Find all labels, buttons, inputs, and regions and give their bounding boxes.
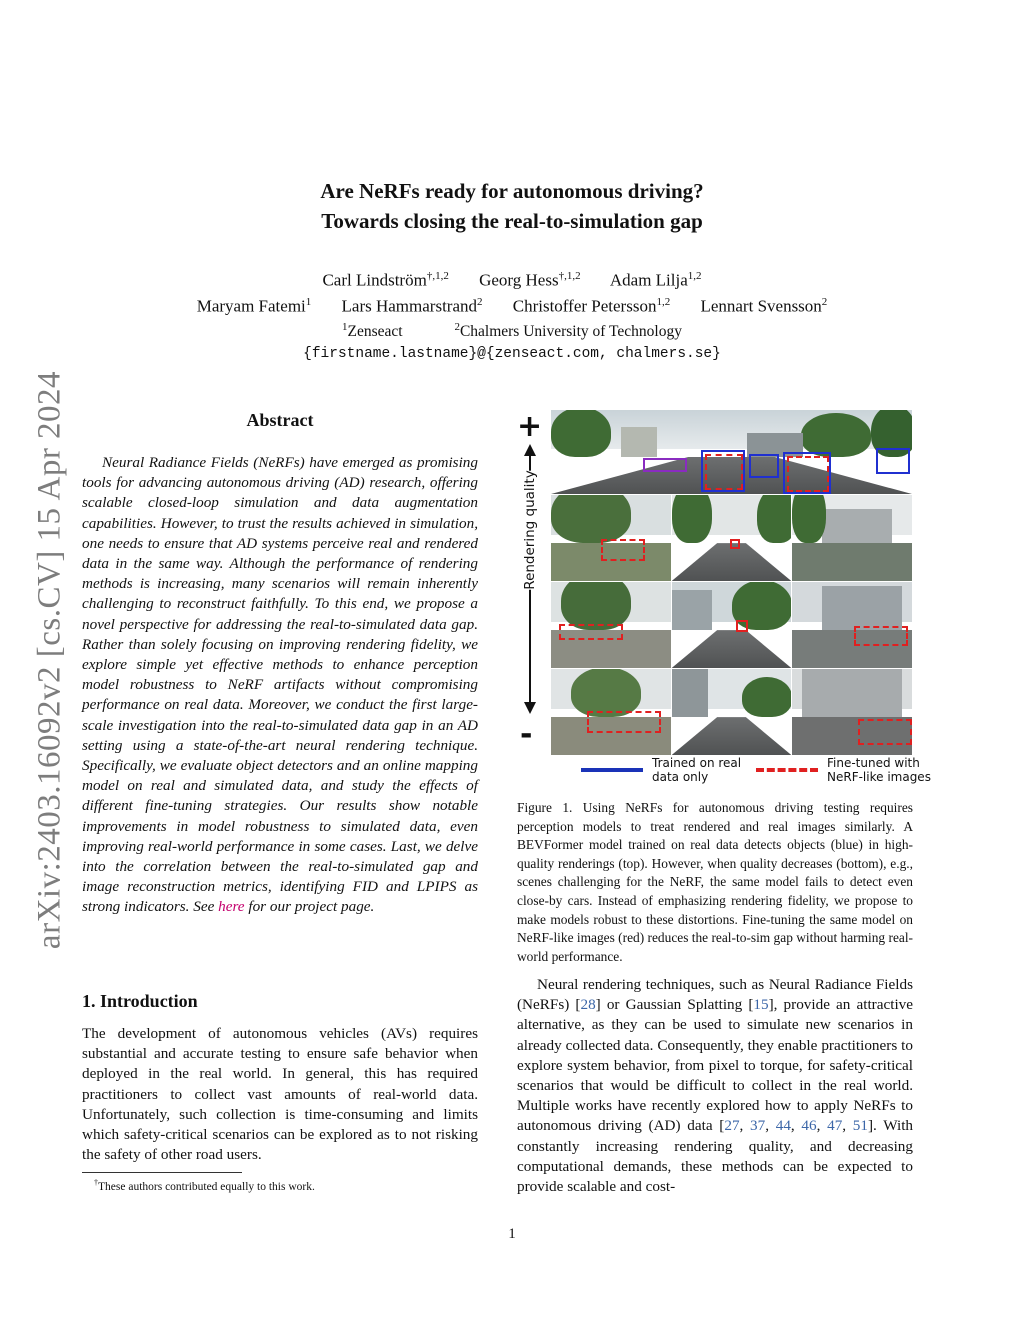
- body-text: ], provide an attractive alternative, as they can be used to simulate new scenarios in already collected data. Consequently, they enable practitioners to explore system behavior, from pixel to torque, for safety-critical scenarios that would be difficult to collect in the real world. Multiple works have recently explored how to apply NeRFs to autonomous driving (AD) data [: [517, 996, 913, 1135]
- citation-link[interactable]: 15: [753, 996, 769, 1014]
- page-number: 1: [508, 1226, 516, 1242]
- legend-blue-label: Trained on real data only: [652, 756, 742, 784]
- abstract-heading: Abstract: [246, 410, 314, 430]
- footnote-rule: [82, 1172, 242, 1173]
- figure-legend: [551, 755, 931, 787]
- author-affil: 1: [305, 296, 312, 308]
- rendering-tile: [792, 669, 912, 755]
- figure-caption: Figure 1. Using NeRFs for autonomous driving testing requires perception models to treat rendered and real images similarly. A BEVFormer model trained on real data detects objects (blue) in high-quality renderings (top). However, when quality decreases (bottom), e.g., scenes challenging for the NeRF, the same model fails to detect even close-by cars. Instead of emphasizing rendering fidelity, we propose to make models robust to these distortions. Fine-tuning the same model on NeRF-like images (red) reduces the real-to-sim gap without harming real-world performance.: [517, 800, 914, 964]
- rendering-tile: [672, 582, 792, 668]
- author-name: Georg Hess: [479, 270, 559, 290]
- author-name: Christoffer Petersson: [512, 296, 657, 316]
- rendering-tile: [551, 495, 671, 581]
- footnote-text: These authors contributed equally to this work.: [98, 1180, 315, 1193]
- author-name: Lars Hammarstrand: [341, 296, 477, 316]
- arxiv-id-text: arXiv:2403.16092v2 [cs.CV] 15 Apr 2024: [31, 370, 68, 950]
- title-line-1: Are NeRFs ready for autonomous driving?: [320, 179, 704, 203]
- introduction-body: The development of autonomous vehicles (AVs) requires substantial and accurate testing to ensure safe behavior when deployed in the real world. In general, this has required practitioners to collect vast amounts of real-world data. Unfortunately, such collection is time-consuming and limits which safety-critical scenarios can be explored as to not risking the safety of other road users.: [82, 1025, 478, 1164]
- author-name: Maryam Fatemi: [196, 296, 306, 316]
- affiliations: [0, 321, 1024, 341]
- introduction-body-continued: Neural rendering techniques, such as Neural Radiance Fields (NeRFs) [28] or Gaussian Splatting [15], provide an attractive alternative, as they can be used to simulate new scenarios in already collected data. Consequently, they enable practitioners to explore system behavior, from pixel to torque, for safety-critical scenarios that would be difficult to collect in the real world. Multiple works have recently explored how to apply NeRFs to autonomous driving (AD) data [27, 37, 44, 46, 47, 51]. With constantly increasing rendering quality, and decreasing computational demands, these methods can be expected to provide scalable and cost-: [517, 976, 914, 1196]
- figure-1: [515, 408, 931, 788]
- affil-name: Zenseact: [347, 323, 403, 341]
- rendering-tile: [551, 669, 671, 755]
- author-affil: 2: [477, 296, 483, 308]
- citation-link[interactable]: 46: [801, 1117, 817, 1135]
- section-heading-introduction: 1. Introduction: [82, 991, 198, 1011]
- legend-blue-line: [581, 768, 643, 772]
- author-name: Lennart Svensson: [700, 296, 822, 316]
- paper-title: [0, 176, 1024, 236]
- legend-red-dashed-line: [756, 768, 818, 772]
- footnote: [82, 1178, 482, 1193]
- author-emails: {firstname.lastname}@{zenseact.com, chalmers.se}: [303, 346, 721, 362]
- rendering-tile: [792, 495, 912, 581]
- citation-link[interactable]: 44: [775, 1117, 791, 1135]
- affil-name: Chalmers University of Technology: [459, 323, 682, 341]
- citation-link[interactable]: 28: [580, 996, 596, 1014]
- rendering-quality-label: Rendering quality: [519, 470, 541, 589]
- author-line-1: [0, 270, 1024, 291]
- body-text: ]. With constantly increasing rendering quality, and decreasing computational demands, these methods can be expected to provide scalable and cost-: [517, 1117, 914, 1196]
- author-affil: 1,2: [687, 270, 702, 282]
- abstract-body: [82, 453, 478, 918]
- quality-low-marker: -: [520, 717, 533, 752]
- rendering-tile: [672, 669, 792, 755]
- author-name: Carl Lindström: [322, 270, 427, 290]
- title-line-2: Towards closing the real-to-simulation gap: [321, 209, 703, 233]
- rendering-tile: [551, 582, 671, 668]
- author-name: Adam Lilja: [609, 270, 688, 290]
- abstract-tail: for our project page.: [248, 898, 375, 916]
- author-line-2: [0, 296, 1024, 317]
- citation-link[interactable]: 47: [827, 1117, 843, 1135]
- rendering-tile: [672, 495, 792, 581]
- author-affil: †,1,2: [426, 270, 449, 282]
- project-page-link[interactable]: here: [218, 898, 245, 916]
- citation-link[interactable]: 51: [852, 1117, 868, 1135]
- body-text: Neural rendering techniques, such as Neural Radiance Fields (NeRFs) [: [517, 976, 913, 1014]
- author-affil: 2: [821, 296, 828, 308]
- affil-num: 2: [454, 321, 460, 333]
- citation-link[interactable]: 37: [750, 1117, 766, 1135]
- author-affil: 1,2: [656, 296, 671, 308]
- legend-red-label: Fine-tuned with NeRF-like images: [827, 756, 931, 784]
- footnote-mark: †: [94, 1178, 98, 1187]
- affil-num: 1: [341, 321, 348, 333]
- rendering-image-grid: [551, 410, 912, 753]
- body-text: ] or Gaussian Splatting [: [595, 996, 754, 1014]
- author-affil: †,1,2: [558, 270, 581, 282]
- abstract-text: Neural Radiance Fields (NeRFs) have emerged as promising tools for advancing autonomous driving (AD) research, offering scalable closed-loop simulation and data augmentation capabilities. However, to trust the results achieved in simulation, one needs to ensure that AD systems perceive real and rendered data in the same way. Although the performance of rendering methods is increasing, many scenarios will remain inherently challenging to reconstruct faithfully. To this end, we propose a novel perspective for addressing the real-to-simulated data gap. Rather than solely focusing on improving rendering fidelity, we explore simple yet effective methods to enhance perception model robustness to NeRF artifacts without compromising performance on real data. Moreover, we conduct the first large-scale investigation into the real-to-simulated data gap in an AD setting using a state-of-the-art neural rendering technique. Specifically, we evaluate object detectors and an online mapping model on real and simulated data, and study the effects of different fine-tuning strategies. Our results show notable improvements in model robustness to simulated data, even improving real-world performance in some cases. Last, we delve into the correlation between the real-to-simulated gap and image reconstruction metrics, identifying FID and LPIPS as strong indicators. See: [82, 454, 478, 916]
- rendering-high-quality: [551, 410, 912, 494]
- citation-link[interactable]: 27: [724, 1117, 740, 1135]
- rendering-tile: [792, 582, 912, 668]
- quality-high-marker: +: [517, 409, 543, 444]
